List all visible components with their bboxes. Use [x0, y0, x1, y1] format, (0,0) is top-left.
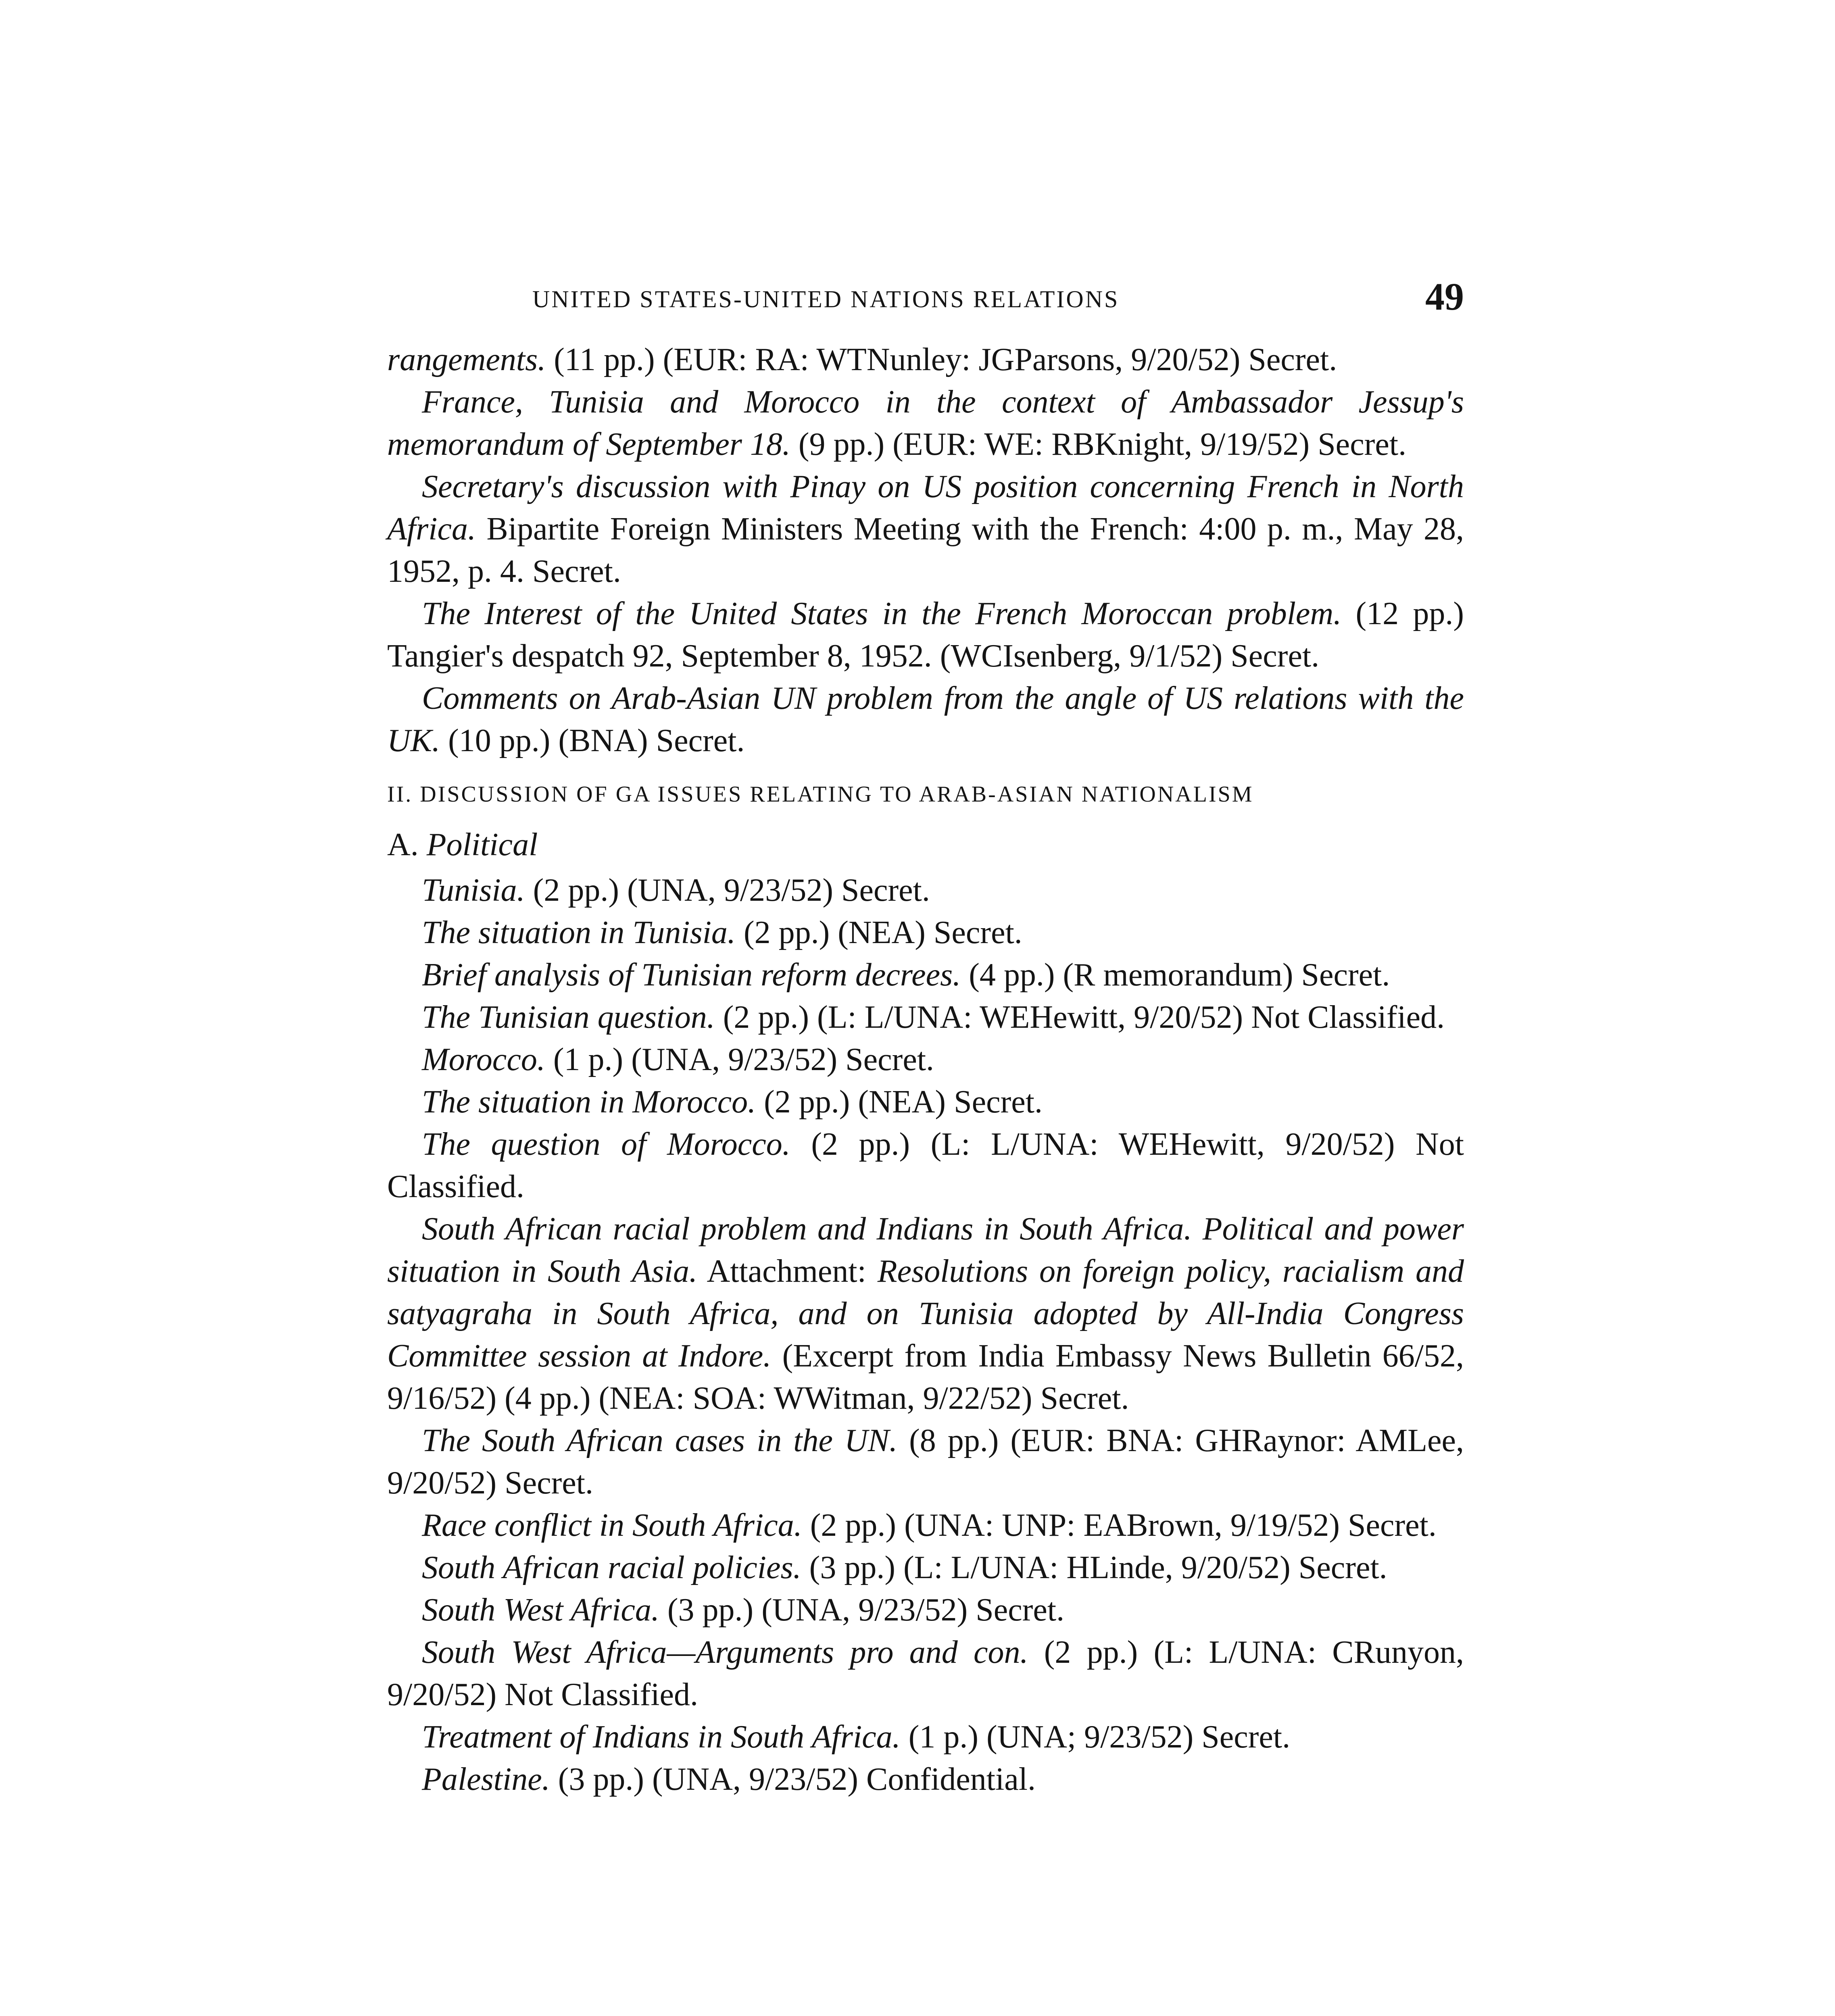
- list-item: [387, 677, 1464, 762]
- entry-details: (3 pp.) (UNA, 9/23/52) Secret.: [659, 1592, 1065, 1628]
- entry-title: The situation in Tunisia.: [422, 915, 736, 950]
- entry-title: Secretary's discussion with Pinay on US position concerning French in North Africa.: [387, 469, 1464, 547]
- entry-details: (1 p.) (UNA, 9/23/52) Secret.: [545, 1042, 934, 1077]
- entry-details: (1 p.) (UNA; 9/23/52) Secret.: [900, 1719, 1291, 1755]
- list-item: [387, 869, 1464, 912]
- list-item: [387, 381, 1464, 466]
- page-number: 49: [1425, 275, 1464, 318]
- subsection-letter: A.: [387, 827, 419, 862]
- entry-title: Palestine.: [422, 1762, 550, 1797]
- entry-title: South African racial policies.: [422, 1550, 801, 1585]
- list-item: [387, 466, 1464, 593]
- entry-title: Morocco.: [422, 1042, 545, 1077]
- entry-title: rangements.: [387, 342, 546, 377]
- subsection-title: Political: [426, 827, 538, 862]
- entry-title: Tunisia.: [422, 873, 525, 908]
- entry-title: The situation in Morocco.: [422, 1084, 756, 1120]
- entry-details: (2 pp.) (UNA: UNP: EABrown, 9/19/52) Secret.: [802, 1508, 1437, 1543]
- entry-title: Comments on Arab-Asian UN problem from the angle of US relations with the UK.: [387, 681, 1464, 758]
- list-item: [387, 1208, 1464, 1420]
- entry-details: (11 pp.) (EUR: RA: WTNunley: JGParsons, 9/20/52) Secret.: [546, 342, 1337, 377]
- entry-details: Attachment:: [697, 1254, 878, 1289]
- list-item: [387, 339, 1464, 381]
- entry-details-attachment: (Excerpt from India Embassy News Bulletin 66/52, 9/16/52) (4 pp.) (NEA: SOA: WWitman, 9/22/52) Secret.: [387, 1338, 1464, 1416]
- list-item: [387, 1716, 1464, 1758]
- entry-details: (2 pp.) (L: L/UNA: WEHewitt, 9/20/52) Not Classified.: [715, 1000, 1445, 1035]
- list-item: [387, 954, 1464, 996]
- entry-details: (8 pp.) (EUR: BNA: GHRaynor: AMLee, 9/20/52) Secret.: [387, 1423, 1464, 1501]
- entry-details: (3 pp.) (UNA, 9/23/52) Confidential.: [550, 1762, 1036, 1797]
- list-item: [387, 1547, 1464, 1589]
- list-item: [387, 1758, 1464, 1801]
- entry-details: (9 pp.) (EUR: WE: RBKnight, 9/19/52) Secret.: [790, 427, 1407, 462]
- list-item: [387, 1420, 1464, 1504]
- list-item: [387, 1123, 1464, 1208]
- entry-details: (3 pp.) (L: L/UNA: HLinde, 9/20/52) Secret.: [801, 1550, 1387, 1585]
- list-item: [387, 1039, 1464, 1081]
- entry-title: The Interest of the United States in the French Moroccan problem.: [422, 596, 1342, 631]
- section-heading: II. DISCUSSION OF GA ISSUES RELATING TO ARAB-ASIAN NATIONALISM: [387, 782, 1254, 807]
- list-item: [387, 996, 1464, 1039]
- entry-details: Bipartite Foreign Ministers Meeting with the French: 4:00 p. m., May 28, 1952, p. 4. Secret.: [387, 511, 1464, 589]
- entry-details: (2 pp.) (L: L/UNA: WEHewitt, 9/20/52) Not Classified.: [387, 1127, 1464, 1204]
- entry-title: South West Africa—Arguments pro and con.: [422, 1635, 1028, 1670]
- entry-details: (4 pp.) (R memorandum) Secret.: [961, 957, 1390, 993]
- entry-details: (12 pp.) Tangier's despatch 92, September 8, 1952. (WCIsenberg, 9/1/52) Secret.: [387, 596, 1464, 674]
- list-item: [387, 912, 1464, 954]
- entry-title: South West Africa.: [422, 1592, 659, 1628]
- entry-details: (2 pp.) (NEA) Secret.: [756, 1084, 1043, 1120]
- entry-title-attachment: Resolutions on foreign policy, racialism and satyagraha in South Africa, and on Tunisia adopted by All-India Congress Committee session at Indore.: [387, 1254, 1464, 1374]
- list-item: [387, 1081, 1464, 1123]
- entry-details: (10 pp.) (BNA) Secret.: [440, 723, 745, 758]
- entry-title: Race conflict in South Africa.: [422, 1508, 802, 1543]
- subsection-heading: [387, 823, 1464, 867]
- entry-title: Brief analysis of Tunisian reform decrees.: [422, 957, 961, 993]
- list-item: [387, 593, 1464, 677]
- entry-details: (2 pp.) (NEA) Secret.: [735, 915, 1022, 950]
- entry-details: (2 pp.) (UNA, 9/23/52) Secret.: [525, 873, 930, 908]
- document-page: [387, 275, 1464, 1801]
- entry-title: France, Tunisia and Morocco in the context of Ambassador Jessup's memorandum of September 18.: [387, 384, 1464, 462]
- list-item: [387, 1504, 1464, 1547]
- entry-details: (2 pp.) (L: L/UNA: CRunyon, 9/20/52) Not Classified.: [387, 1635, 1464, 1712]
- entry-title: The question of Morocco.: [422, 1127, 790, 1162]
- list-item: [387, 1631, 1464, 1716]
- entry-title: The Tunisian question.: [422, 1000, 715, 1035]
- running-header: [387, 275, 1464, 327]
- entry-title: South African racial problem and Indians in South Africa. Political and power situation in South Asia.: [387, 1211, 1464, 1289]
- list-item: [387, 1589, 1464, 1631]
- entry-title: The South African cases in the UN.: [422, 1423, 898, 1458]
- entry-title: Treatment of Indians in South Africa.: [422, 1719, 901, 1755]
- running-title: UNITED STATES-UNITED NATIONS RELATIONS: [532, 286, 1120, 312]
